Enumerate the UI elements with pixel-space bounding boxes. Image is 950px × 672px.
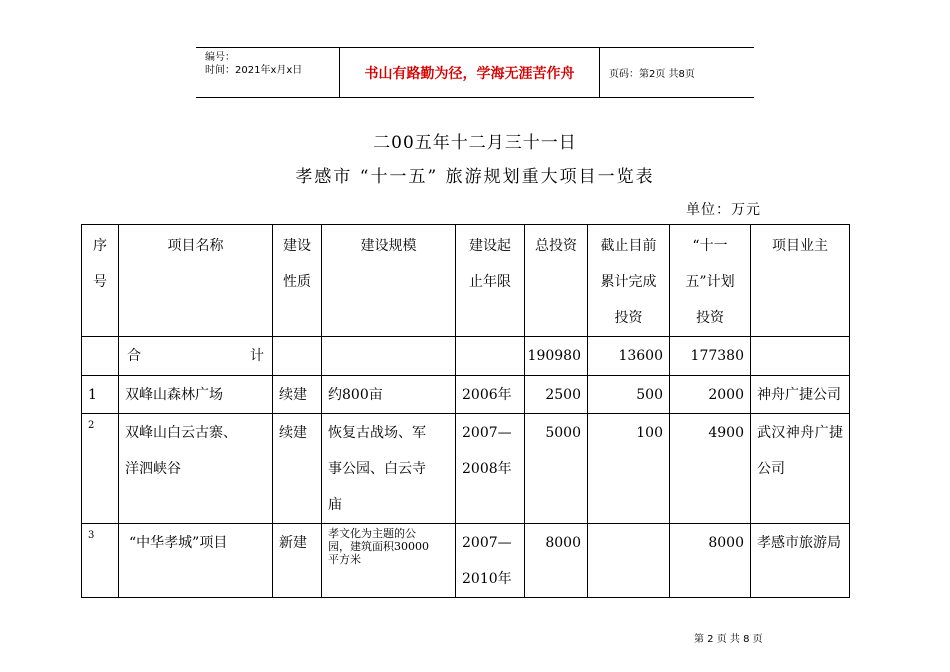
header-period — [456, 225, 525, 337]
header-meta — [196, 48, 339, 97]
projects-table — [81, 224, 850, 598]
header-motto: 书山有路勤为径，学海无涯苦作舟 — [339, 48, 600, 97]
code-label: 编号： — [205, 52, 235, 63]
header-owner: 项目业主 — [751, 225, 850, 337]
row-name: 双峰山森林广场 — [119, 376, 273, 414]
row-period-line: 2007— — [462, 535, 512, 551]
header-total: 总投资 — [525, 225, 588, 337]
row-completed: 500 — [588, 376, 670, 414]
row-index: 3 — [82, 524, 119, 598]
table-cell — [273, 337, 322, 376]
row-name-line: 洋泗峡谷 — [125, 461, 181, 477]
row-period — [456, 414, 525, 524]
row-scale — [322, 414, 456, 524]
row-total: 2500 — [525, 376, 588, 414]
total-row — [82, 337, 850, 376]
row-scale-line: 园，建筑面积30000 — [328, 540, 429, 553]
unit-label: 单位：万元 — [686, 202, 761, 218]
header-plan-line: “十一 — [692, 238, 728, 254]
header-page-number: 页码：第2页 共8页 — [609, 69, 695, 80]
row-name: “中华孝城”项目 — [119, 524, 273, 598]
row-period-line: 2007— — [462, 425, 512, 441]
row-nature: 新建 — [273, 524, 322, 598]
row-plan: 4900 — [670, 414, 751, 524]
row-completed: 100 — [588, 414, 670, 524]
header-plan-line: 五”计划 — [685, 274, 735, 290]
header-index — [82, 225, 119, 337]
total-investment: 190980 — [525, 337, 588, 376]
row-index: 2 — [82, 414, 119, 524]
row-scale-line: 平方米 — [328, 553, 361, 566]
row-scale-line: 庙 — [328, 497, 342, 513]
row-owner-line: 武汉神舟广捷 — [757, 425, 843, 441]
row-name-line: 双峰山白云古寨、 — [125, 425, 237, 441]
row-scale-line: 孝文化为主题的公 — [328, 527, 416, 540]
row-owner: 神舟广捷公司 — [751, 376, 850, 414]
row-period-line: 2008年 — [462, 461, 512, 477]
page-footer: 第 2 页 共 8 页 — [694, 634, 763, 645]
row-period — [456, 524, 525, 598]
header-nature-line: 建设 — [283, 238, 311, 254]
table-cell — [82, 337, 119, 376]
total-label: 合计 — [119, 337, 273, 376]
row-nature: 续建 — [273, 376, 322, 414]
row-nature: 续建 — [273, 414, 322, 524]
header-index-line: 序 — [93, 238, 107, 254]
table-row — [82, 376, 850, 414]
table-header-row — [82, 225, 850, 337]
header-completed-line: 投资 — [614, 310, 643, 326]
row-scale: 约800亩 — [322, 376, 456, 414]
time-label: 时间：2021年x月x日 — [205, 65, 303, 76]
row-scale-line: 事公园、白云寺 — [328, 461, 426, 477]
header-completed — [588, 225, 670, 337]
row-total: 8000 — [525, 524, 588, 598]
total-plan: 177380 — [670, 337, 751, 376]
header-plan-line: 投资 — [696, 310, 724, 326]
header-plan — [670, 225, 751, 337]
header-nature-line: 性质 — [283, 274, 311, 290]
document-title: 孝感市 “十一五” 旅游规划重大项目一览表 — [295, 167, 655, 187]
header-nature — [273, 225, 322, 337]
row-owner — [751, 414, 850, 524]
row-scale — [322, 524, 456, 598]
row-period-line: 2010年 — [462, 571, 512, 587]
row-completed — [588, 524, 670, 598]
row-owner-line: 公司 — [757, 461, 785, 477]
header-scale: 建设规模 — [322, 225, 456, 337]
header-period-line: 建设起 — [469, 238, 511, 254]
table-row — [82, 414, 850, 524]
row-period: 2006年 — [456, 376, 525, 414]
row-plan: 8000 — [670, 524, 751, 598]
row-owner: 孝感市旅游局 — [751, 524, 850, 598]
page-header — [196, 47, 754, 98]
table-cell — [751, 337, 850, 376]
table-row — [82, 524, 850, 598]
header-completed-line: 累计完成 — [600, 274, 657, 290]
row-scale-line: 恢复古战场、军 — [328, 425, 426, 441]
header-index-line: 号 — [93, 274, 107, 290]
document-date: 二00五年十二月三十一日 — [373, 133, 577, 153]
row-total: 5000 — [525, 414, 588, 524]
table-cell — [322, 337, 456, 376]
header-completed-line: 截止目前 — [600, 238, 657, 254]
row-index: 1 — [82, 376, 119, 414]
total-completed: 13600 — [588, 337, 670, 376]
header-name: 项目名称 — [119, 225, 273, 337]
row-plan: 2000 — [670, 376, 751, 414]
header-period-line: 止年限 — [469, 274, 511, 290]
table-cell — [456, 337, 525, 376]
row-name — [119, 414, 273, 524]
